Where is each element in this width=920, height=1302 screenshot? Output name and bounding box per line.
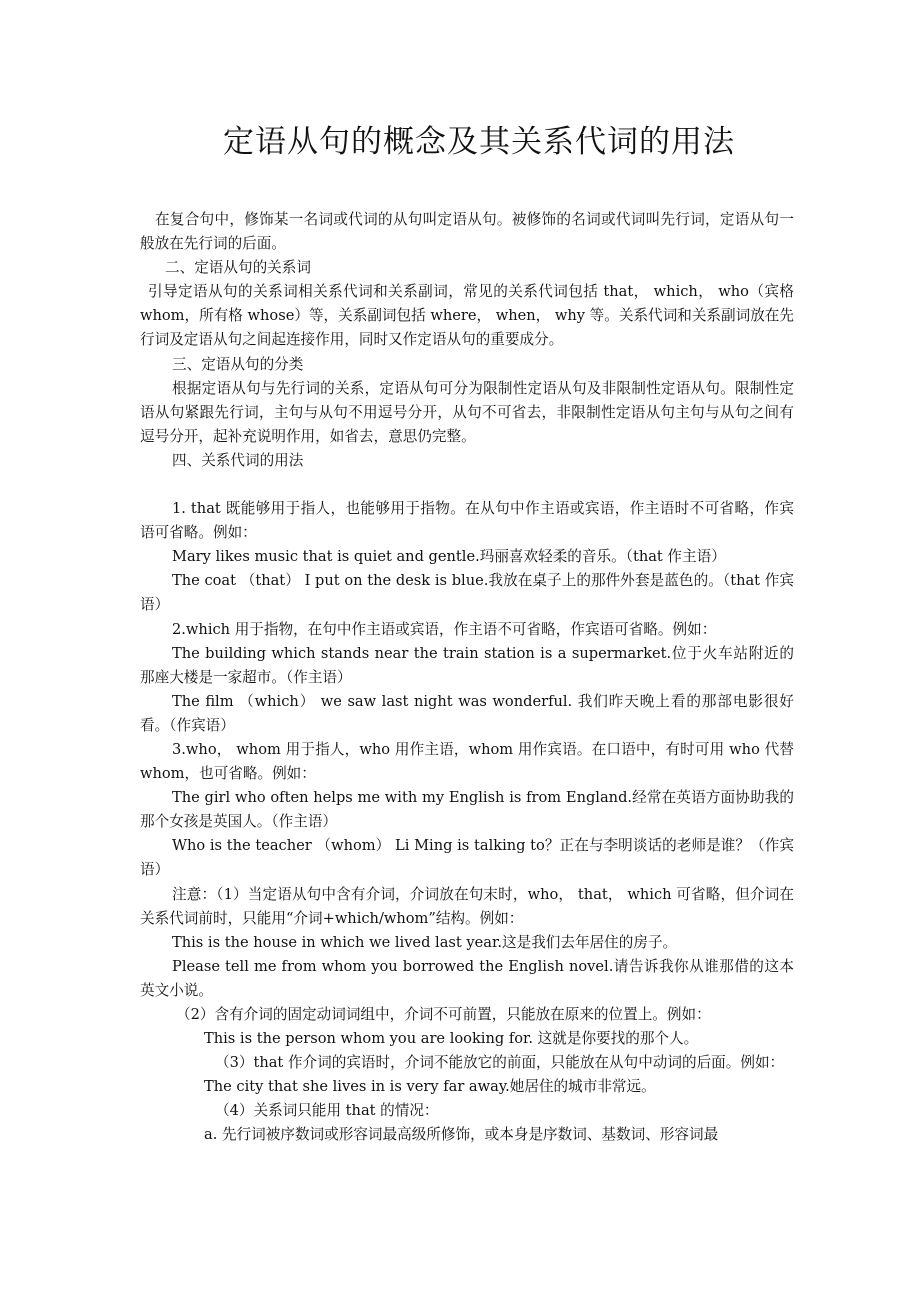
note-only-that: （4）关系词只能用 that 的情况： bbox=[215, 1102, 439, 1120]
example-sentence: The girl who often helps me with my English is from England.经常在英语方面协助我的那个女孩是英国人。（作主语） bbox=[140, 789, 794, 831]
paragraph-that-usage: 1. that 既能够用于指人，也能够用于指物。在从句中作主语或宾语，作主语时不可省略，作宾语可省略。例如： bbox=[140, 500, 794, 542]
example-sentence: This is the house in which we lived last year.这是我们去年居住的房子。 bbox=[172, 933, 678, 951]
example-sentence: The coat （that） I put on the desk is blue.我放在桌子上的那件外套是蓝色的。（that 作宾语） bbox=[140, 572, 794, 614]
heading-classification: 三、定语从句的分类 bbox=[172, 355, 304, 373]
example-sentence: The city that she lives in is very far away.她居住的城市非常远。 bbox=[204, 1078, 656, 1096]
example-sentence: The film （which） we saw last night was wonderful. 我们昨天晚上看的那部电影很好看。（作宾语） bbox=[140, 692, 794, 734]
heading-relative-words: 二、定语从句的关系词 bbox=[165, 259, 311, 277]
paragraph-relative-words: 引导定语从句的关系词相关系代词和关系副词，常见的关系代词包括 that， which， who（宾格 whom，所有格 whose）等，关系副词包括 where， when， why 等。关系代词和关系副词放在先行词及定语从句之间起连接作用，同时又作定语从句的重要成分。 bbox=[140, 283, 794, 349]
paragraph-classification: 根据定语从句与先行词的关系，定语从句可分为限制性定语从句及非限制性定语从句。限制性定语从句紧跟先行词，主句与从句不用逗号分开，从句不可省去，非限制性定语从句主句与从句之间有逗号分开，起补充说明作用，如省去，意思仍完整。 bbox=[140, 379, 794, 445]
note-that-object: （3）that 作介词的宾语时，介词不能放它的前面，只能放在从句中动词的后面。例如： bbox=[215, 1054, 785, 1072]
example-sentence: This is the person whom you are looking for. 这就是你要找的那个人。 bbox=[204, 1030, 699, 1048]
paragraph-which-usage: 2.which 用于指物，在句中作主语或宾语，作主语不可省略，作宾语可省略。例如： bbox=[172, 620, 717, 638]
rule-item-a: a. 先行词被序数词或形容词最高级所修饰，或本身是序数词、基数词、形容词最 bbox=[204, 1126, 719, 1144]
heading-pronoun-usage: 四、关系代词的用法 bbox=[172, 451, 304, 469]
note-fixed-phrase: （2）含有介词的固定动词词组中，介词不可前置，只能放在原来的位置上。例如： bbox=[176, 1006, 711, 1023]
example-sentence: Please tell me from whom you borrowed the English novel.请告诉我你从谁那借的这本英文小说。 bbox=[140, 957, 794, 999]
paragraph-who-whom-usage: 3.who， whom 用于指人，who 用作主语，whom 用作宾语。在口语中，有时可用 who 代替 whom，也可省略。例如： bbox=[140, 740, 794, 783]
document-body bbox=[140, 208, 794, 1148]
example-sentence: Who is the teacher （whom） Li Ming is talking to？正在与李明谈话的老师是谁？（作宾语） bbox=[140, 837, 794, 879]
paragraph-intro: 在复合句中，修饰某一名词或代词的从句叫定语从句。被修饰的名词或代词叫先行词，定语从句一般放在先行词的后面。 bbox=[140, 211, 794, 253]
example-sentence: The building which stands near the train station is a supermarket.位于火车站附近的那座大楼是一家超市。（作主语） bbox=[140, 644, 794, 686]
example-sentence: Mary likes music that is quiet and gentle.玛丽喜欢轻柔的音乐。（that 作主语） bbox=[172, 548, 726, 566]
note-preposition: 注意：（1）当定语从句中含有介词，介词放在句末时，who， that， which 可省略，但介词在关系代词前时，只能用“介词+which/whom”结构。例如： bbox=[140, 885, 794, 927]
page-title: 定语从句的概念及其关系代词的用法 bbox=[223, 124, 735, 160]
blank-line bbox=[140, 473, 794, 497]
